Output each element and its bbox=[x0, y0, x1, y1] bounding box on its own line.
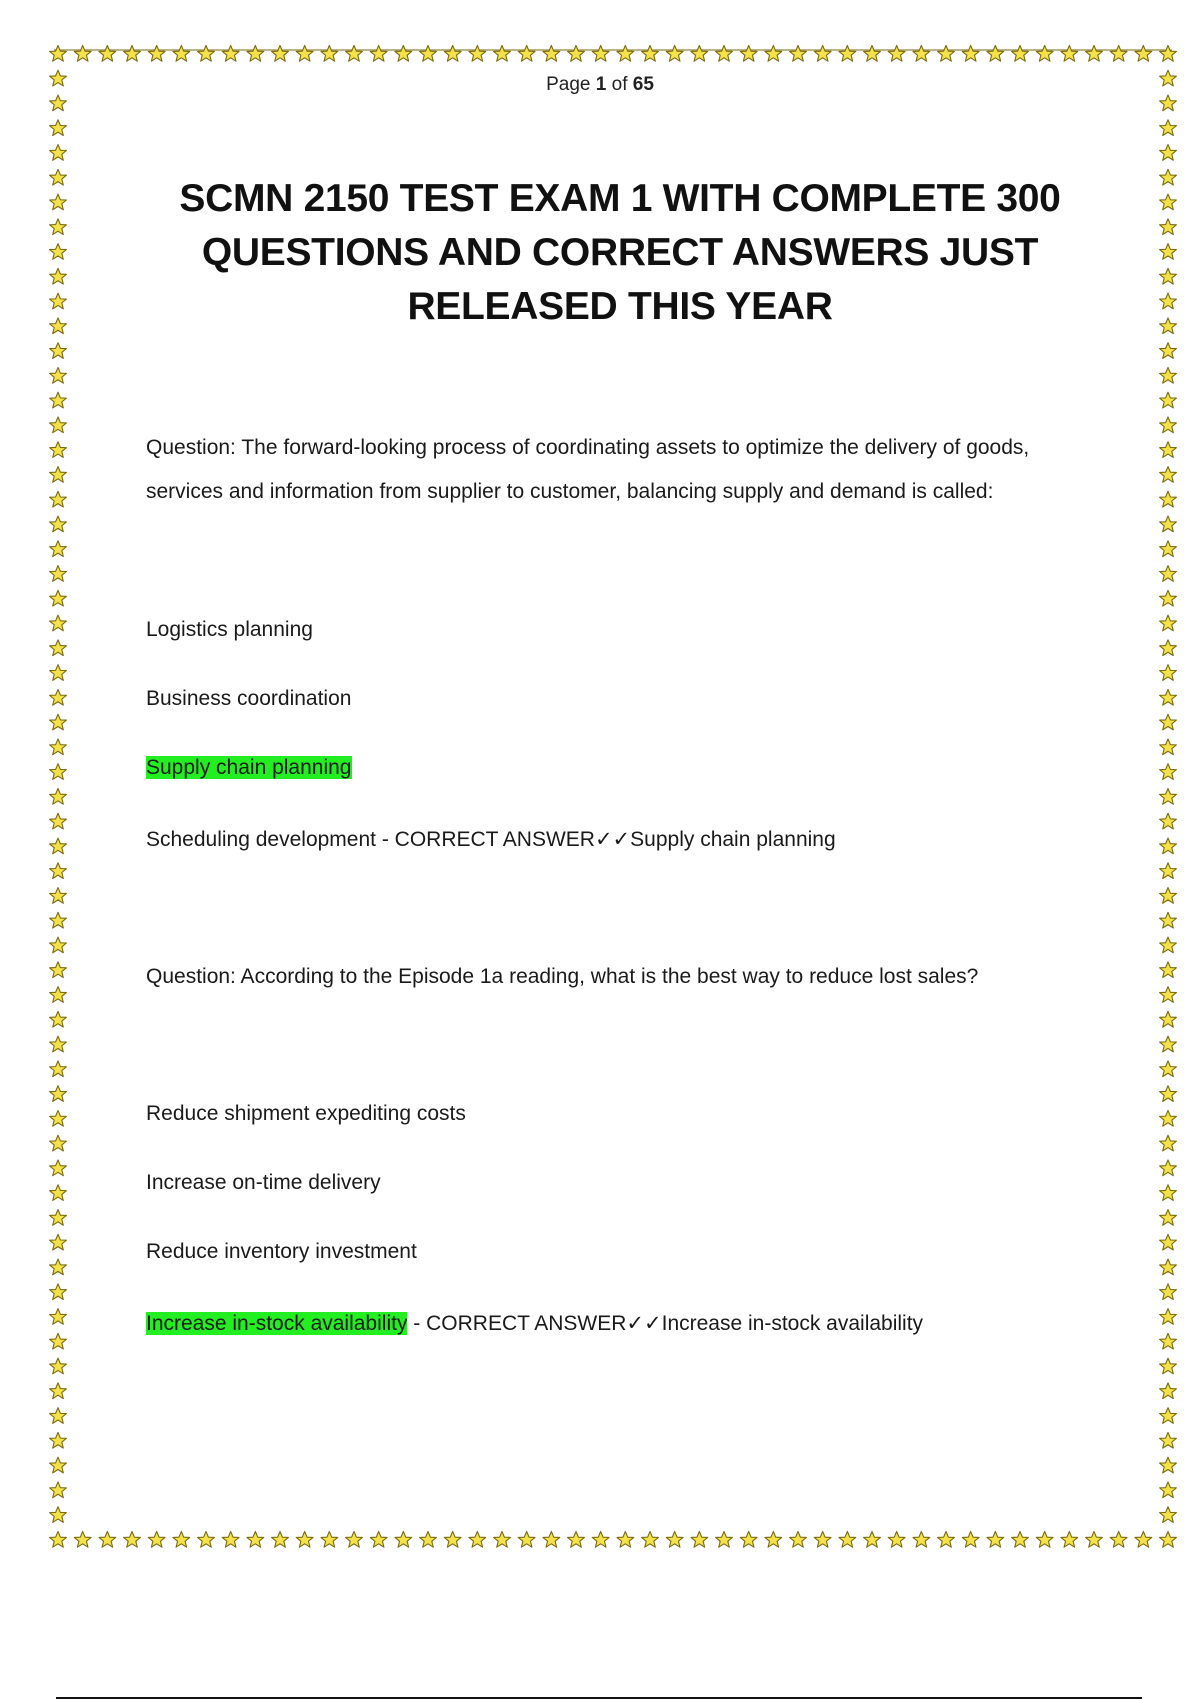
star-icon bbox=[50, 1036, 67, 1052]
star-icon bbox=[173, 1532, 190, 1548]
star-icon bbox=[50, 219, 67, 235]
star-icon bbox=[198, 1532, 215, 1548]
star-icon bbox=[1160, 1457, 1177, 1473]
star-icon bbox=[1160, 244, 1177, 260]
star-icon bbox=[50, 714, 67, 730]
star-icon bbox=[642, 46, 659, 62]
star-icon bbox=[50, 937, 67, 953]
star-icon bbox=[1110, 1532, 1127, 1548]
star-icon bbox=[50, 764, 67, 780]
star-icon bbox=[469, 46, 486, 62]
star-icon bbox=[50, 1210, 67, 1226]
star-icon bbox=[74, 1532, 91, 1548]
question-1-text: Question: The forward-looking process of coordinating assets to optimize the delivery of goods, services and information from supplier to customer, balancing supply and demand is called: bbox=[146, 436, 1030, 503]
star-icon bbox=[50, 1135, 67, 1151]
star-icon bbox=[1160, 987, 1177, 1003]
question-1-option-1: Logistics planning bbox=[146, 618, 313, 641]
star-icon bbox=[617, 46, 634, 62]
star-icon bbox=[938, 1532, 955, 1548]
star-icon bbox=[1160, 665, 1177, 681]
star-icon bbox=[1160, 1135, 1177, 1151]
page-number: Page 1 of 65 bbox=[546, 74, 654, 95]
star-icon bbox=[1160, 1358, 1177, 1374]
star-icon bbox=[518, 1532, 535, 1548]
star-icon bbox=[296, 46, 313, 62]
star-icon bbox=[50, 1160, 67, 1176]
star-icon bbox=[1135, 1532, 1152, 1548]
correct-option-highlight: Supply chain planning bbox=[146, 756, 352, 779]
star-icon bbox=[913, 1532, 930, 1548]
star-icon bbox=[1061, 1532, 1078, 1548]
star-icon bbox=[395, 1532, 412, 1548]
star-icon bbox=[50, 1185, 67, 1201]
star-icon bbox=[50, 1482, 67, 1498]
star-icon bbox=[50, 987, 67, 1003]
star-icon bbox=[50, 541, 67, 557]
star-icon bbox=[50, 739, 67, 755]
star-icon bbox=[50, 120, 67, 136]
star-icon bbox=[50, 566, 67, 582]
star-icon bbox=[1160, 1185, 1177, 1201]
star-icon bbox=[1110, 46, 1127, 62]
footer-rule bbox=[56, 1697, 1142, 1699]
star-icon bbox=[50, 367, 67, 383]
star-icon bbox=[272, 1532, 289, 1548]
question-2-option-1: Reduce shipment expediting costs bbox=[146, 1102, 466, 1125]
star-icon bbox=[1160, 392, 1177, 408]
star-icon bbox=[469, 1532, 486, 1548]
star-icon bbox=[1160, 367, 1177, 383]
star-icon bbox=[617, 1532, 634, 1548]
correct-answer-note: - CORRECT ANSWER✓✓Supply chain planning bbox=[376, 828, 836, 851]
star-icon bbox=[50, 1309, 67, 1325]
star-icon bbox=[50, 145, 67, 161]
star-icon bbox=[1160, 764, 1177, 780]
star-icon bbox=[50, 244, 67, 260]
star-icon bbox=[494, 1532, 511, 1548]
star-icon bbox=[1061, 46, 1078, 62]
star-icon bbox=[50, 318, 67, 334]
star-icon bbox=[592, 1532, 609, 1548]
star-icon bbox=[296, 1532, 313, 1548]
star-icon bbox=[1086, 46, 1103, 62]
star-icon bbox=[50, 467, 67, 483]
star-icon bbox=[99, 46, 116, 62]
star-icon bbox=[124, 1532, 141, 1548]
star-icon bbox=[50, 615, 67, 631]
star-icon bbox=[568, 1532, 585, 1548]
star-icon bbox=[1160, 516, 1177, 532]
star-icon bbox=[1160, 590, 1177, 606]
star-icon bbox=[420, 46, 437, 62]
star-icon bbox=[1160, 95, 1177, 111]
star-icon bbox=[938, 46, 955, 62]
question-1-option-4-with-answer bbox=[146, 825, 836, 855]
star-icon bbox=[321, 1532, 338, 1548]
star-icon bbox=[50, 813, 67, 829]
star-icon bbox=[1160, 937, 1177, 953]
star-icon bbox=[1160, 1309, 1177, 1325]
star-icon bbox=[50, 1011, 67, 1027]
star-icon bbox=[790, 46, 807, 62]
question-1-option-2: Business coordination bbox=[146, 687, 352, 710]
star-icon bbox=[346, 1532, 363, 1548]
star-icon bbox=[50, 1259, 67, 1275]
star-icon bbox=[1160, 714, 1177, 730]
star-icon bbox=[1160, 268, 1177, 284]
star-icon bbox=[50, 1532, 67, 1548]
star-icon bbox=[50, 268, 67, 284]
star-icon bbox=[370, 1532, 387, 1548]
star-icon bbox=[1160, 343, 1177, 359]
star-icon bbox=[1160, 46, 1177, 62]
star-icon bbox=[50, 1333, 67, 1349]
star-icon bbox=[50, 689, 67, 705]
star-icon bbox=[444, 46, 461, 62]
option-text: Scheduling development bbox=[146, 828, 376, 851]
star-icon bbox=[1160, 1532, 1177, 1548]
star-icon bbox=[50, 442, 67, 458]
star-icon bbox=[247, 1532, 264, 1548]
star-icon bbox=[1160, 1234, 1177, 1250]
star-icon bbox=[272, 46, 289, 62]
star-icon bbox=[50, 888, 67, 904]
star-icon bbox=[814, 1532, 831, 1548]
star-icon bbox=[1160, 962, 1177, 978]
star-icon bbox=[543, 1532, 560, 1548]
star-icon bbox=[1160, 318, 1177, 334]
star-icon bbox=[1160, 838, 1177, 854]
star-icon bbox=[148, 1532, 165, 1548]
star-icon bbox=[420, 1532, 437, 1548]
star-icon bbox=[50, 169, 67, 185]
star-icon bbox=[1160, 219, 1177, 235]
star-icon bbox=[839, 46, 856, 62]
star-icon bbox=[1036, 46, 1053, 62]
star-icon bbox=[50, 1507, 67, 1523]
star-icon bbox=[74, 46, 91, 62]
star-icon bbox=[50, 1408, 67, 1424]
star-icon bbox=[99, 1532, 116, 1548]
star-icon bbox=[50, 912, 67, 928]
star-icon bbox=[839, 1532, 856, 1548]
star-icon bbox=[494, 46, 511, 62]
star-icon bbox=[1160, 1210, 1177, 1226]
star-icon bbox=[370, 46, 387, 62]
star-icon bbox=[50, 1061, 67, 1077]
star-icon bbox=[1160, 640, 1177, 656]
star-icon bbox=[1160, 813, 1177, 829]
star-icon bbox=[987, 1532, 1004, 1548]
star-icon bbox=[1160, 442, 1177, 458]
star-icon bbox=[1160, 194, 1177, 210]
star-icon bbox=[148, 46, 165, 62]
star-icon bbox=[395, 46, 412, 62]
star-icon bbox=[666, 46, 683, 62]
star-icon bbox=[50, 343, 67, 359]
star-icon bbox=[1160, 1432, 1177, 1448]
star-icon bbox=[814, 46, 831, 62]
star-icon bbox=[50, 1432, 67, 1448]
star-icon bbox=[518, 46, 535, 62]
star-icon bbox=[1160, 1333, 1177, 1349]
question-1-option-3-highlighted bbox=[146, 753, 352, 783]
star-icon bbox=[1160, 566, 1177, 582]
star-icon bbox=[222, 46, 239, 62]
star-icon bbox=[1160, 863, 1177, 879]
star-icon bbox=[50, 665, 67, 681]
star-icon bbox=[543, 46, 560, 62]
question-2-option-2: Increase on-time delivery bbox=[146, 1171, 381, 1194]
star-icon bbox=[50, 46, 67, 62]
star-icon bbox=[346, 46, 363, 62]
star-icon bbox=[765, 46, 782, 62]
star-icon bbox=[50, 789, 67, 805]
star-icon bbox=[691, 46, 708, 62]
star-icon bbox=[50, 1284, 67, 1300]
star-icon bbox=[888, 46, 905, 62]
star-icon bbox=[691, 1532, 708, 1548]
star-icon bbox=[50, 293, 67, 309]
star-icon bbox=[1160, 1383, 1177, 1399]
star-icon bbox=[247, 46, 264, 62]
star-icon bbox=[740, 46, 757, 62]
star-icon bbox=[1160, 888, 1177, 904]
star-icon bbox=[1160, 145, 1177, 161]
star-icon bbox=[1160, 541, 1177, 557]
star-icon bbox=[1160, 1061, 1177, 1077]
star-icon bbox=[1012, 46, 1029, 62]
star-icon bbox=[790, 1532, 807, 1548]
star-icon bbox=[1160, 1036, 1177, 1052]
star-icon bbox=[1160, 467, 1177, 483]
document-title: SCMN 2150 TEST EXAM 1 WITH COMPLETE 300 QUESTIONS AND CORRECT ANSWERS JUST RELEASED THIS YEAR bbox=[179, 177, 1061, 328]
star-icon bbox=[50, 1358, 67, 1374]
star-icon bbox=[50, 95, 67, 111]
star-icon bbox=[50, 417, 67, 433]
star-icon bbox=[50, 590, 67, 606]
star-icon bbox=[666, 1532, 683, 1548]
star-icon bbox=[1160, 417, 1177, 433]
star-icon bbox=[1160, 120, 1177, 136]
star-icon bbox=[1012, 1532, 1029, 1548]
star-icon bbox=[222, 1532, 239, 1548]
correct-option-highlight: Increase in-stock availability bbox=[146, 1312, 408, 1335]
star-icon bbox=[962, 46, 979, 62]
star-icon bbox=[1160, 1284, 1177, 1300]
star-icon bbox=[1160, 1086, 1177, 1102]
star-icon bbox=[1160, 912, 1177, 928]
star-icon bbox=[716, 46, 733, 62]
star-icon bbox=[50, 194, 67, 210]
star-icon bbox=[888, 1532, 905, 1548]
star-icon bbox=[124, 46, 141, 62]
star-icon bbox=[50, 1383, 67, 1399]
star-icon bbox=[50, 1457, 67, 1473]
star-icon bbox=[1160, 491, 1177, 507]
star-icon bbox=[50, 1086, 67, 1102]
star-icon bbox=[864, 1532, 881, 1548]
star-icon bbox=[198, 46, 215, 62]
star-icon bbox=[1160, 1011, 1177, 1027]
star-icon bbox=[1160, 169, 1177, 185]
star-icon bbox=[716, 1532, 733, 1548]
star-icon bbox=[1160, 789, 1177, 805]
question-2-option-4-with-answer bbox=[146, 1309, 923, 1339]
star-icon bbox=[1135, 46, 1152, 62]
star-icon bbox=[1160, 1507, 1177, 1523]
star-icon bbox=[864, 46, 881, 62]
star-icon bbox=[1160, 689, 1177, 705]
star-icon bbox=[50, 863, 67, 879]
star-icon bbox=[50, 1234, 67, 1250]
star-icon bbox=[1160, 1408, 1177, 1424]
star-icon bbox=[962, 1532, 979, 1548]
question-2-option-3: Reduce inventory investment bbox=[146, 1240, 417, 1263]
star-icon bbox=[50, 491, 67, 507]
star-icon bbox=[50, 392, 67, 408]
star-icon bbox=[1160, 293, 1177, 309]
star-icon bbox=[173, 46, 190, 62]
star-icon bbox=[642, 1532, 659, 1548]
question-2-text: Question: According to the Episode 1a reading, what is the best way to reduce lost sales? bbox=[146, 965, 979, 988]
star-icon bbox=[50, 516, 67, 532]
star-icon bbox=[50, 838, 67, 854]
star-icon bbox=[1086, 1532, 1103, 1548]
star-icon bbox=[1160, 739, 1177, 755]
star-icon bbox=[568, 46, 585, 62]
star-icon bbox=[1160, 1482, 1177, 1498]
star-icon bbox=[913, 46, 930, 62]
star-icon bbox=[321, 46, 338, 62]
star-icon bbox=[50, 640, 67, 656]
star-icon bbox=[740, 1532, 757, 1548]
correct-answer-note: - CORRECT ANSWER✓✓Increase in-stock availability bbox=[407, 1312, 924, 1335]
star-icon bbox=[1160, 1110, 1177, 1126]
star-icon bbox=[1036, 1532, 1053, 1548]
star-icon bbox=[444, 1532, 461, 1548]
star-icon bbox=[1160, 1259, 1177, 1275]
star-icon bbox=[1160, 615, 1177, 631]
star-icon bbox=[592, 46, 609, 62]
star-icon bbox=[765, 1532, 782, 1548]
star-icon bbox=[1160, 1160, 1177, 1176]
star-icon bbox=[50, 1110, 67, 1126]
star-icon bbox=[987, 46, 1004, 62]
star-icon bbox=[50, 962, 67, 978]
